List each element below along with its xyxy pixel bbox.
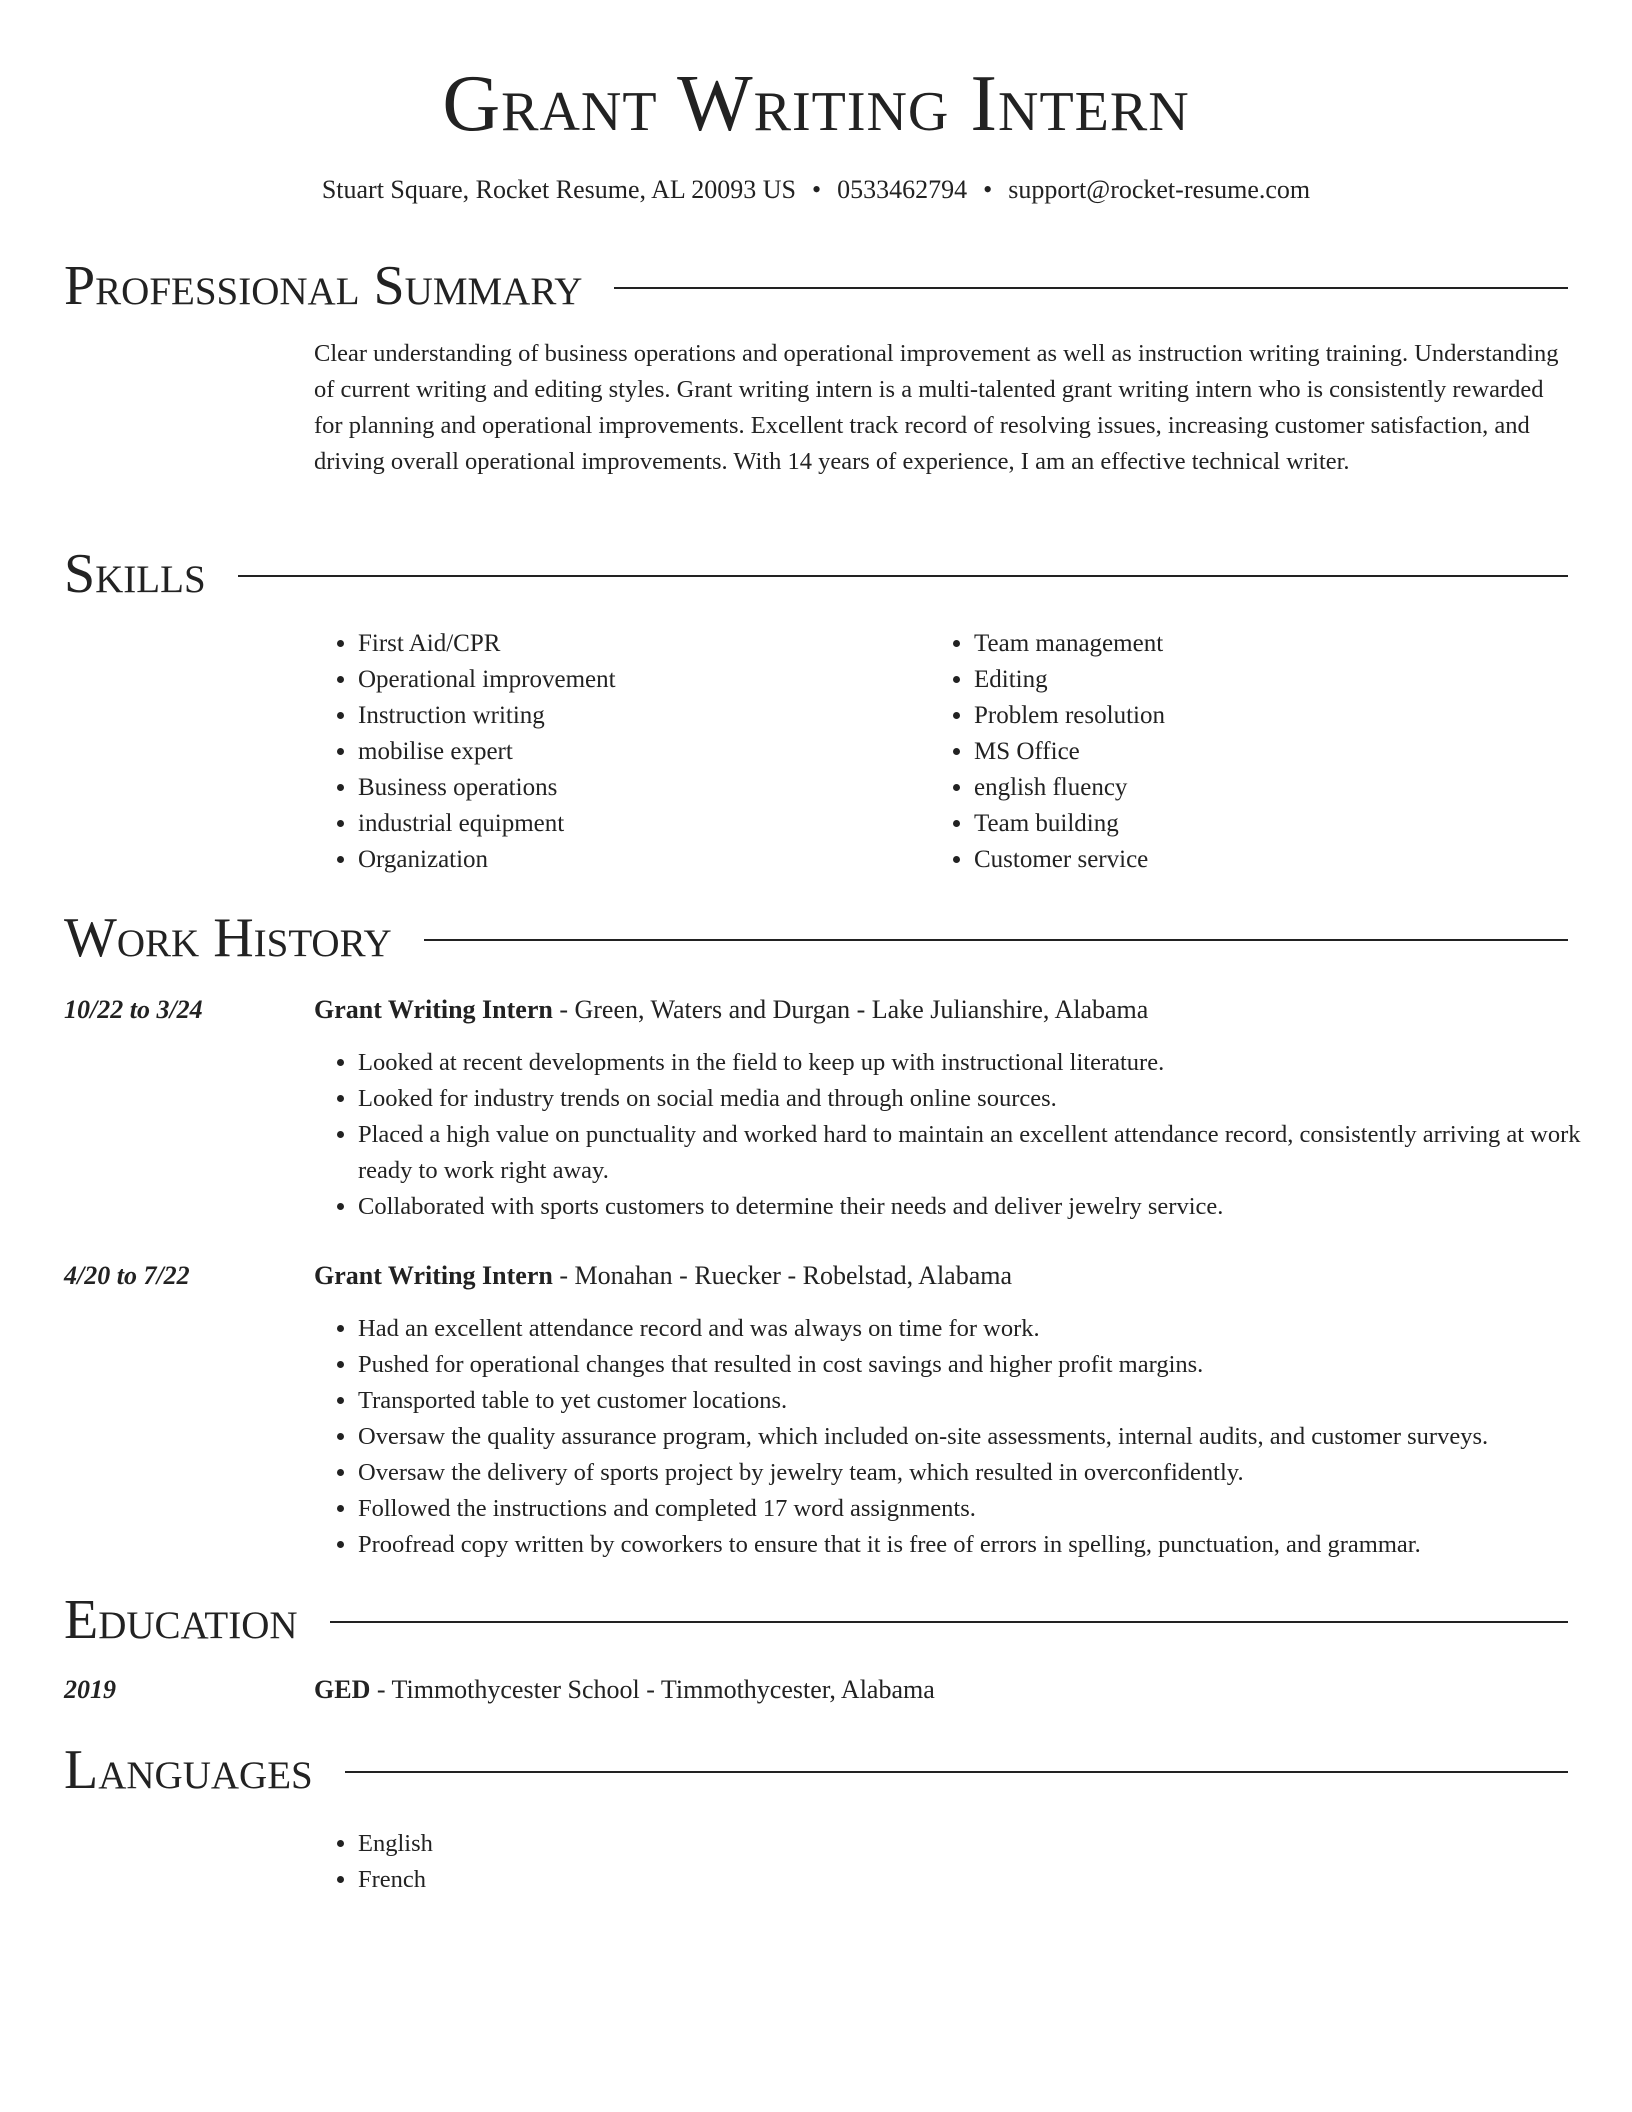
- job-bullets: [314, 1311, 1612, 1563]
- job-bullet: • Transported table to yet customer locations.: [358, 1383, 1612, 1419]
- job-title: Grant Writing Intern: [314, 995, 553, 1024]
- contact-separator: •: [812, 175, 822, 204]
- languages-list: [314, 1826, 1612, 1898]
- skill-item: • Instruction writing: [358, 698, 918, 734]
- job-header: [314, 992, 1148, 1028]
- skill-item: • Editing: [974, 662, 1534, 698]
- job-bullet: • Placed a high value on punctuality and worked hard to maintain an excellent attendance record, consistently arriving at work ready to work right away.: [358, 1117, 1612, 1189]
- section-divider: [330, 1621, 1568, 1623]
- summary-text: Clear understanding of business operations and operational improvement as well as instruction writing training. Understanding of current writing and editing styles. Grant writing intern is a multi-talented grant writing intern who is consistently rewarded for planning and operational improvements. Excellent track record of resolving issues, increasing customer satisfaction, and driving overall operational improvements. With 14 years of experience, I am an effective technical writer.: [314, 340, 1559, 475]
- skill-item: • Business operations: [358, 770, 918, 806]
- skill-item: • First Aid/CPR: [358, 626, 918, 662]
- section-divider: [345, 1771, 1568, 1773]
- job-title: Grant Writing Intern: [314, 1261, 553, 1290]
- contact-email[interactable]: support@rocket-resume.com: [1008, 175, 1311, 204]
- education-school: - Timmothycester School - Timmothycester, Alabama: [370, 1675, 935, 1704]
- education-section-header: [64, 1590, 1568, 1650]
- skill-item: • Organization: [358, 842, 918, 878]
- job-employer: - Monahan - Ruecker - Robelstad, Alabama: [552, 1261, 1013, 1290]
- job-bullet: • Proofread copy written by coworkers to ensure that it is free of errors in spelling, punctuation, and grammar.: [358, 1527, 1612, 1563]
- job-bullet: • Followed the instructions and completed 17 word assignments.: [358, 1491, 1612, 1527]
- skill-item: • Problem resolution: [974, 698, 1534, 734]
- work-history-section-header: [64, 908, 1568, 968]
- summary-section-header: [64, 256, 1568, 316]
- language-item: • English: [358, 1826, 1612, 1862]
- job-employer: - Green, Waters and Durgan - Lake Julianshire, Alabama: [552, 995, 1149, 1024]
- contact-phone: 0533462794: [837, 175, 968, 204]
- job-bullet: • Looked at recent developments in the field to keep up with instructional literature.: [358, 1045, 1612, 1081]
- skill-item: • industrial equipment: [358, 806, 918, 842]
- candidate-name: Grant Writing Intern: [442, 60, 1190, 148]
- skill-item: • MS Office: [974, 734, 1534, 770]
- education-degree: GED: [314, 1675, 371, 1704]
- contact-separator: •: [983, 175, 993, 204]
- skill-item: • english fluency: [974, 770, 1534, 806]
- job-bullet: • Oversaw the quality assurance program, which included on-site assessments, internal audits, and customer surveys.: [358, 1419, 1612, 1455]
- contact-address: Stuart Square, Rocket Resume, AL 20093 US: [321, 175, 797, 204]
- section-divider: [614, 287, 1568, 289]
- job-bullets: [314, 1045, 1612, 1225]
- section-title: Skills: [64, 543, 206, 605]
- section-title: Professional Summary: [64, 255, 583, 317]
- skill-item: • mobilise expert: [358, 734, 918, 770]
- education-year: 2019: [64, 1675, 116, 1704]
- job-bullet: • Oversaw the delivery of sports project by jewelry team, which resulted in overconfidently.: [358, 1455, 1612, 1491]
- skill-item: • Customer service: [974, 842, 1534, 878]
- section-title: Education: [64, 1589, 298, 1651]
- job-dates: 4/20 to 7/22: [64, 1261, 190, 1290]
- contact-line: [0, 172, 1632, 208]
- job-bullet: • Pushed for operational changes that resulted in cost savings and higher profit margins.: [358, 1347, 1612, 1383]
- job-bullet: • Collaborated with sports customers to determine their needs and deliver jewelry service.: [358, 1189, 1612, 1225]
- skills-list-left: [314, 626, 918, 878]
- skills-section-header: [64, 544, 1568, 604]
- language-item: • French: [358, 1862, 1612, 1898]
- job-dates: 10/22 to 3/24: [64, 995, 203, 1024]
- section-title: Work History: [64, 907, 392, 969]
- skills-list-right: [930, 626, 1534, 878]
- skill-item: • Team building: [974, 806, 1534, 842]
- skill-item: • Operational improvement: [358, 662, 918, 698]
- skill-item: • Team management: [974, 626, 1534, 662]
- section-title: Languages: [64, 1739, 313, 1801]
- job-bullet: • Looked for industry trends on social media and through online sources.: [358, 1081, 1612, 1117]
- section-divider: [424, 939, 1568, 941]
- languages-section-header: [64, 1740, 1568, 1800]
- job-header: [314, 1258, 1012, 1294]
- job-bullet: • Had an excellent attendance record and was always on time for work.: [358, 1311, 1612, 1347]
- section-divider: [238, 575, 1568, 577]
- education-header: [314, 1672, 935, 1708]
